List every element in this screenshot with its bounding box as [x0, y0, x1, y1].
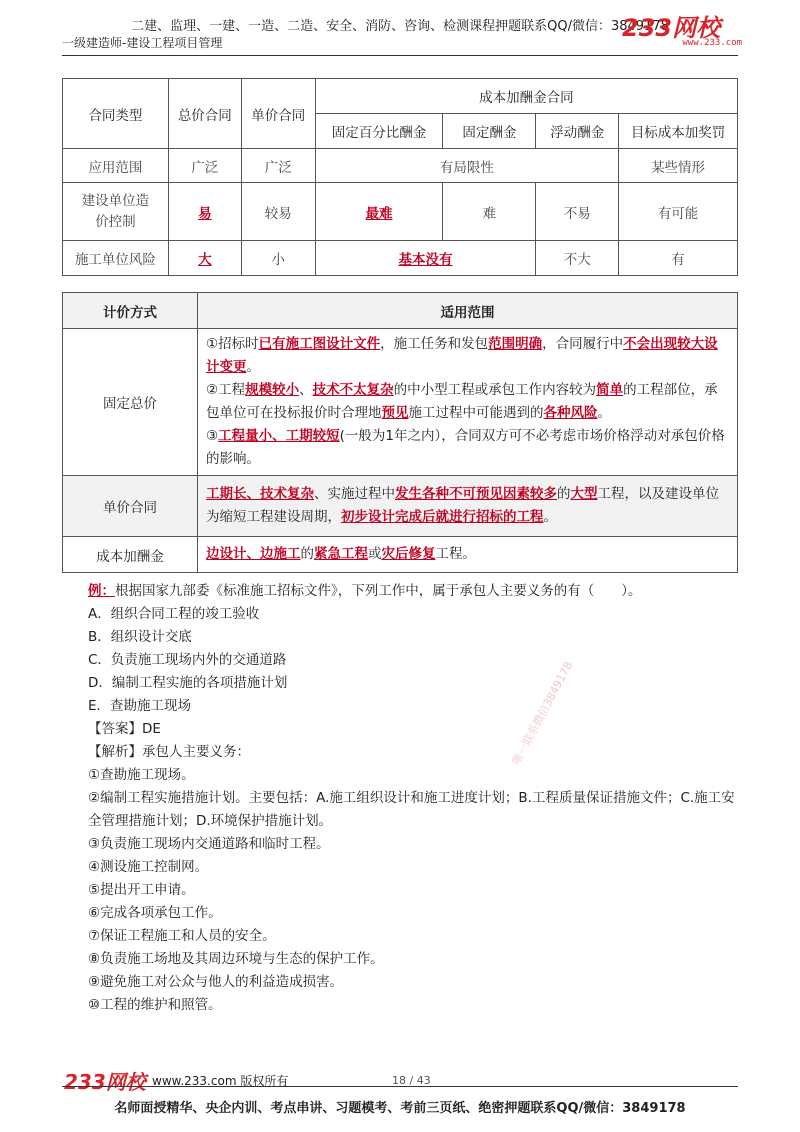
- th-contract-type: 合同类型: [63, 79, 169, 149]
- cell: 广泛: [241, 149, 315, 183]
- header-banner: 二建、监理、一建、一造、二造、安全、消防、咨询、检测课程押题联系QQ/微信：3849178: [131, 19, 669, 34]
- row-label-unit: 单价合同: [63, 476, 198, 537]
- analysis-item: ④测设施工控制网。: [88, 859, 209, 875]
- analysis-item: ⑦保证工程施工和人员的安全。: [88, 928, 276, 944]
- cell: 较易: [241, 183, 315, 241]
- analysis-item: ②编制工程实施措施计划。主要包括：A.施工组织设计和施工进度计划；B.工程质量保证措施文件；C.施工安全管理措施计划；D.环境保护措施计划。: [88, 790, 735, 829]
- cell: 小: [241, 241, 315, 276]
- th-total-price: 总价合同: [168, 79, 241, 149]
- cell: 难: [443, 183, 536, 241]
- pricing-method-table: [62, 292, 738, 573]
- row-label-risk: 施工单位风险: [63, 241, 169, 276]
- row-label-scope: 应用范围: [63, 149, 169, 183]
- footer-rule: [62, 1086, 738, 1087]
- fixed-scope-text: ①招标时已有施工图设计文件，施工任务和发包范围明确，合同履行中不会出现较大设计变更。 ②工程规模较小、技术不太复杂的中小型工程或承包工作内容较为简单的工程部位，承包单位可在投标报价时合理地预见施工过程中可能遇到的各种风险。 ③工程量小、工期较短(一般为1年之内），合同双方可不必考虑市场价格浮动对承包价格的影响。: [198, 329, 738, 476]
- analysis-item: ⑧负责施工场地及其周边环境与生态的保护工作。: [88, 951, 384, 967]
- cell: 有: [619, 241, 738, 276]
- page-number: 18 / 43: [392, 1074, 431, 1087]
- cost-scope-text: 边设计、边施工的紧急工程或灾后修复工程。: [198, 537, 738, 573]
- option-c: C．负责施工现场内外的交通道路: [88, 652, 287, 668]
- cell-highlight: 易: [198, 205, 212, 222]
- th-method: 计价方式: [63, 293, 198, 329]
- row-label-cost-control: 建设单位造价控制: [63, 183, 169, 241]
- cell: 广泛: [168, 149, 241, 183]
- cell-highlight: 大: [198, 252, 212, 268]
- analysis-item: ⑩工程的维护和照管。: [88, 997, 222, 1013]
- watermark: 唯一联系微信3849178: [509, 659, 576, 768]
- cell: 有局限性: [315, 149, 618, 183]
- th-unit-price: 单价合同: [241, 79, 315, 149]
- th-sub-4: 目标成本加奖罚: [619, 114, 738, 149]
- th-cost-plus: 成本加酬金合同: [315, 79, 737, 114]
- analysis-item: ⑥完成各项承包工作。: [88, 905, 222, 921]
- header-subject: 一级建造师-建设工程项目管理: [62, 36, 223, 50]
- row-label-fixed: 固定总价: [63, 329, 198, 476]
- footer-banner: 名师面授精华、央企内训、考点串讲、习题模考、考前三页纸、绝密押题联系QQ/微信：3849178: [114, 1101, 686, 1116]
- option-d: D．编制工程实施的各项措施计划: [88, 675, 288, 691]
- analysis-item: ③负责施工现场内交通道路和临时工程。: [88, 836, 330, 852]
- option-a: A．组织合同工程的竣工验收: [88, 606, 260, 622]
- option-b: B．组织设计交底: [88, 629, 192, 645]
- analysis-item: ⑤提出开工申请。: [88, 882, 195, 898]
- cell: 不大: [536, 241, 619, 276]
- header-rule: [62, 55, 738, 56]
- analysis-item: ⑨避免施工对公众与他人的利益造成损害。: [88, 974, 344, 990]
- contract-comparison-table: [62, 78, 738, 276]
- analysis-title: 【解析】承包人主要义务：: [88, 744, 250, 760]
- footer-logo: 233网校: [64, 1070, 146, 1094]
- cell: 不易: [536, 183, 619, 241]
- th-sub-1: 固定百分比酬金: [315, 114, 443, 149]
- cell-highlight: 最难: [365, 205, 393, 222]
- th-sub-2: 固定酬金: [443, 114, 536, 149]
- brand-logo: 233网校 www.233.com: [622, 14, 742, 48]
- cell: 某些情形: [619, 149, 738, 183]
- th-sub-3: 浮动酬金: [536, 114, 619, 149]
- cell: 有可能: [619, 183, 738, 241]
- row-label-cost: 成本加酬金: [63, 537, 198, 573]
- unit-scope-text: 工期长、技术复杂、实施过程中发生各种不可预见因素较多的大型工程，以及建设单位为缩短工程建设周期，初步设计完成后就进行招标的工程。: [198, 476, 738, 537]
- answer: 【答案】DE: [88, 721, 161, 737]
- cell-highlight: 基本没有: [398, 252, 453, 268]
- question-stem: 例：根据国家九部委《标准施工招标文件》，下列工作中，属于承包人主要义务的有（ ）。: [88, 583, 642, 599]
- footer-copyright: www.233.com 版权所有: [152, 1074, 289, 1088]
- analysis-item: ①查勘施工现场。: [88, 767, 195, 783]
- example-question: [88, 580, 748, 1017]
- option-e: E．查勘施工现场: [88, 698, 192, 714]
- th-scope: 适用范围: [198, 293, 738, 329]
